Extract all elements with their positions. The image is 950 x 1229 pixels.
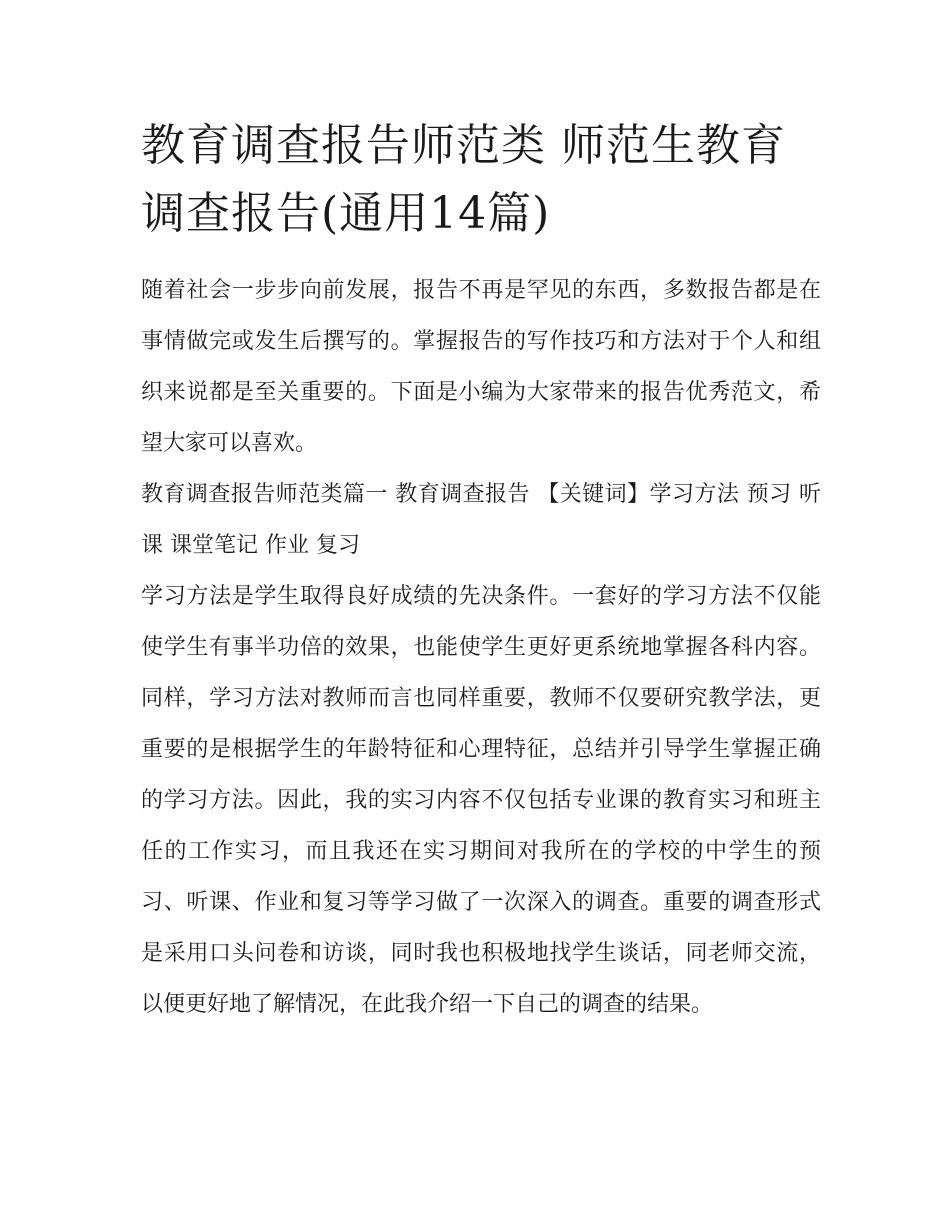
- intro-paragraph: 随着社会一步步向前发展，报告不再是罕见的东西，多数报告都是在事情做完或发生后撰写的。掌握报告的写作技巧和方法对于个人和组织来说都是至关重要的。下面是小编为大家带来的报告优秀范文，希望大家可以喜欢。: [141, 278, 821, 456]
- keywords-paragraph: 教育调查报告师范类篇一 教育调查报告 【关键词】学习方法 预习 听课 课堂笔记 作业 复习: [141, 482, 821, 558]
- document-title: 教育调查报告师范类 师范生教育调查报告(通用14篇): [141, 120, 786, 239]
- body-paragraph: 学习方法是学生取得良好成绩的先决条件。一套好的学习方法不仅能使学生有事半功倍的效果，也能使学生更好更系统地掌握各科内容。同样，学习方法对教师而言也同样重要，教师不仅要研究教学法，更重要的是根据学生的年龄特征和心理特征，总结并引导学生掌握正确的学习方法。因此，我的实习内容不仅包括专业课的教育实习和班主任的工作实习，而且我还在实习期间对我所在的学校的中学生的预习、听课、作业和复习等学习做了一次深入的调查。重要的调查形式是采用口头问卷和访谈，同时我也积极地找学生谈话，同老师交流，以便更好地了解情况，在此我介绍一下自己的调查的结果。: [141, 584, 821, 1017]
- document-page: [141, 112, 821, 1030]
